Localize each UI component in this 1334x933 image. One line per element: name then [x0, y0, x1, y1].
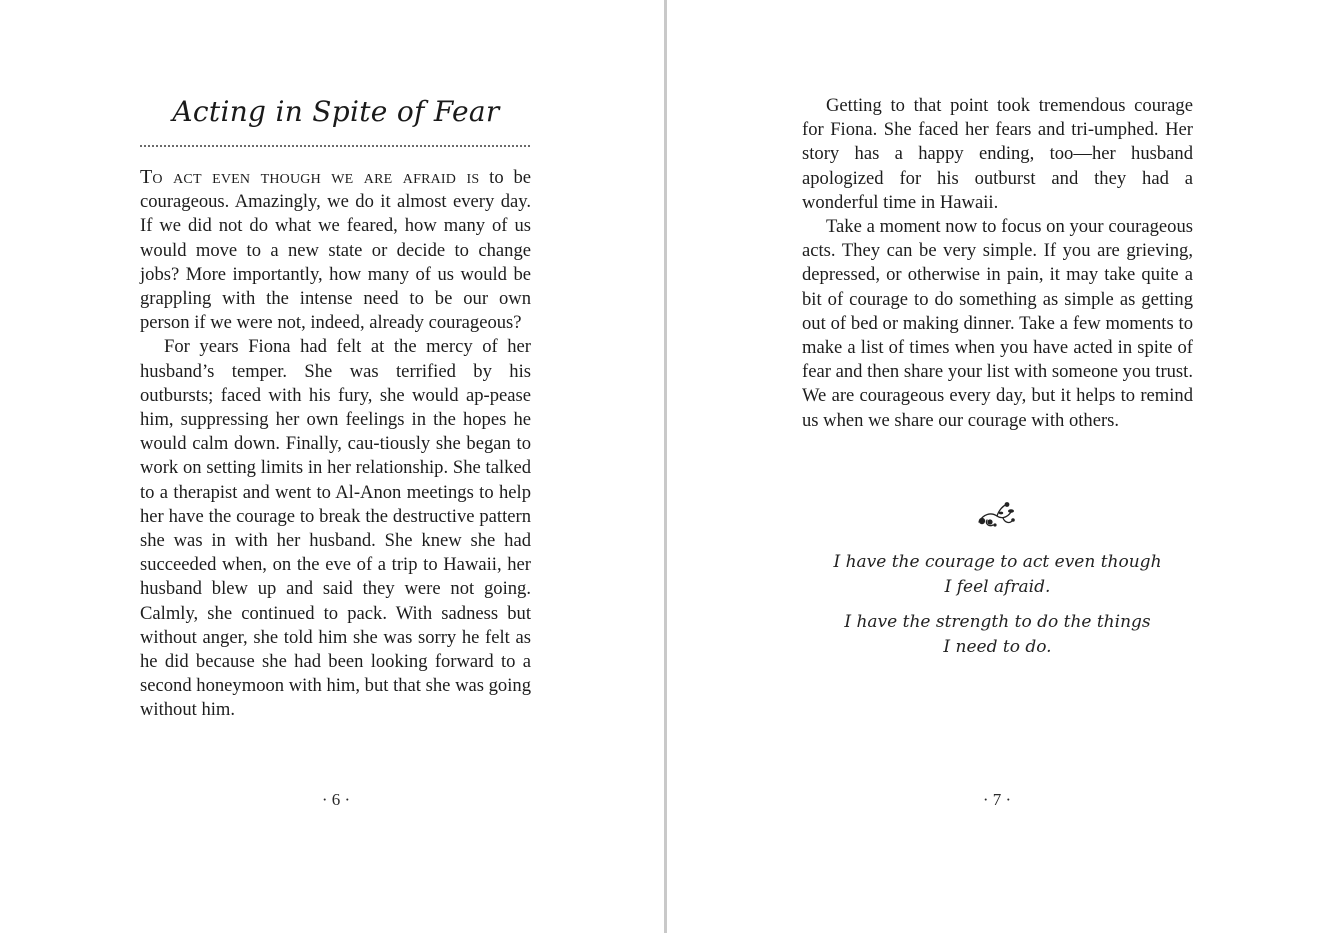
- continuation-paragraph: Getting to that point took tremendous courage for Fiona. She faced her fears and tri-umphed. Her story has a happy ending, too—her husband apologized for his outburst and they had a wonderful time in Hawaii.: [802, 95, 1193, 213]
- right-page: [667, 0, 1334, 933]
- page-number-right: · 7 ·: [982, 790, 1012, 809]
- affirmation-line: I have the courage to act even though: [833, 552, 1162, 572]
- floral-ornament-icon: [973, 500, 1019, 530]
- affirmation-stanza: [802, 610, 1193, 660]
- chapter-title: Acting in Spite of Fear: [172, 95, 500, 128]
- left-page: [0, 0, 664, 933]
- opening-smallcaps: To act even though we are afraid is: [140, 166, 480, 188]
- affirmation-stanza: [802, 550, 1193, 600]
- affirmation-line: I feel afraid.: [944, 577, 1051, 597]
- fiona-paragraph: For years Fiona had felt at the mercy of her husband’s temper. She was terrified by his outbursts; faced with his fury, she would ap-pease him, suppressing her own feelings in the hopes he would calm down. Finally, cau-tiously she began to work on setting limits in her relationship. She talked to a therapist and went to Al-Anon meetings to help her have the courage to break the destructive pattern she was in with her husband. She knew she had succeeded when, on the eve of a trip to Hawaii, her husband blew up and said they were not going. Calmly, she continued to pack. With sadness but without anger, she told him she was sorry he felt as he did because she had been looking forward to a second honeymoon with him, but that she was going without him.: [140, 336, 531, 721]
- affirmation-line: I need to do.: [943, 637, 1052, 657]
- exercise-paragraph: Take a moment now to focus on your courageous acts. They can be very simple. If you are grieving, depressed, or otherwise in pain, it may take quite a bit of courage to do something as simple as getting out of bed or making dinner. Take a few moments to make a list of times when you have acted in spite of fear and then share your list with someone you trust. We are courageous every day, but it helps to remind us when we share our courage with others.: [802, 216, 1193, 431]
- title-divider: [140, 145, 530, 147]
- affirmation-line: I have the strength to do the things: [844, 612, 1151, 632]
- page-number-left: · 6 ·: [321, 790, 351, 809]
- affirmations: [802, 550, 1193, 670]
- opening-rest: to be courageous. Amazingly, we do it almost every day. If we did not do what we feared, how many of us would move to a new state or decide to change jobs? More importantly, how many of us would be grappling with the intense need to be our own person if we were not, indeed, already courageous?: [140, 167, 531, 334]
- left-body-text: [140, 165, 531, 723]
- opening-paragraph: [140, 165, 531, 335]
- right-body-text: [802, 94, 1193, 433]
